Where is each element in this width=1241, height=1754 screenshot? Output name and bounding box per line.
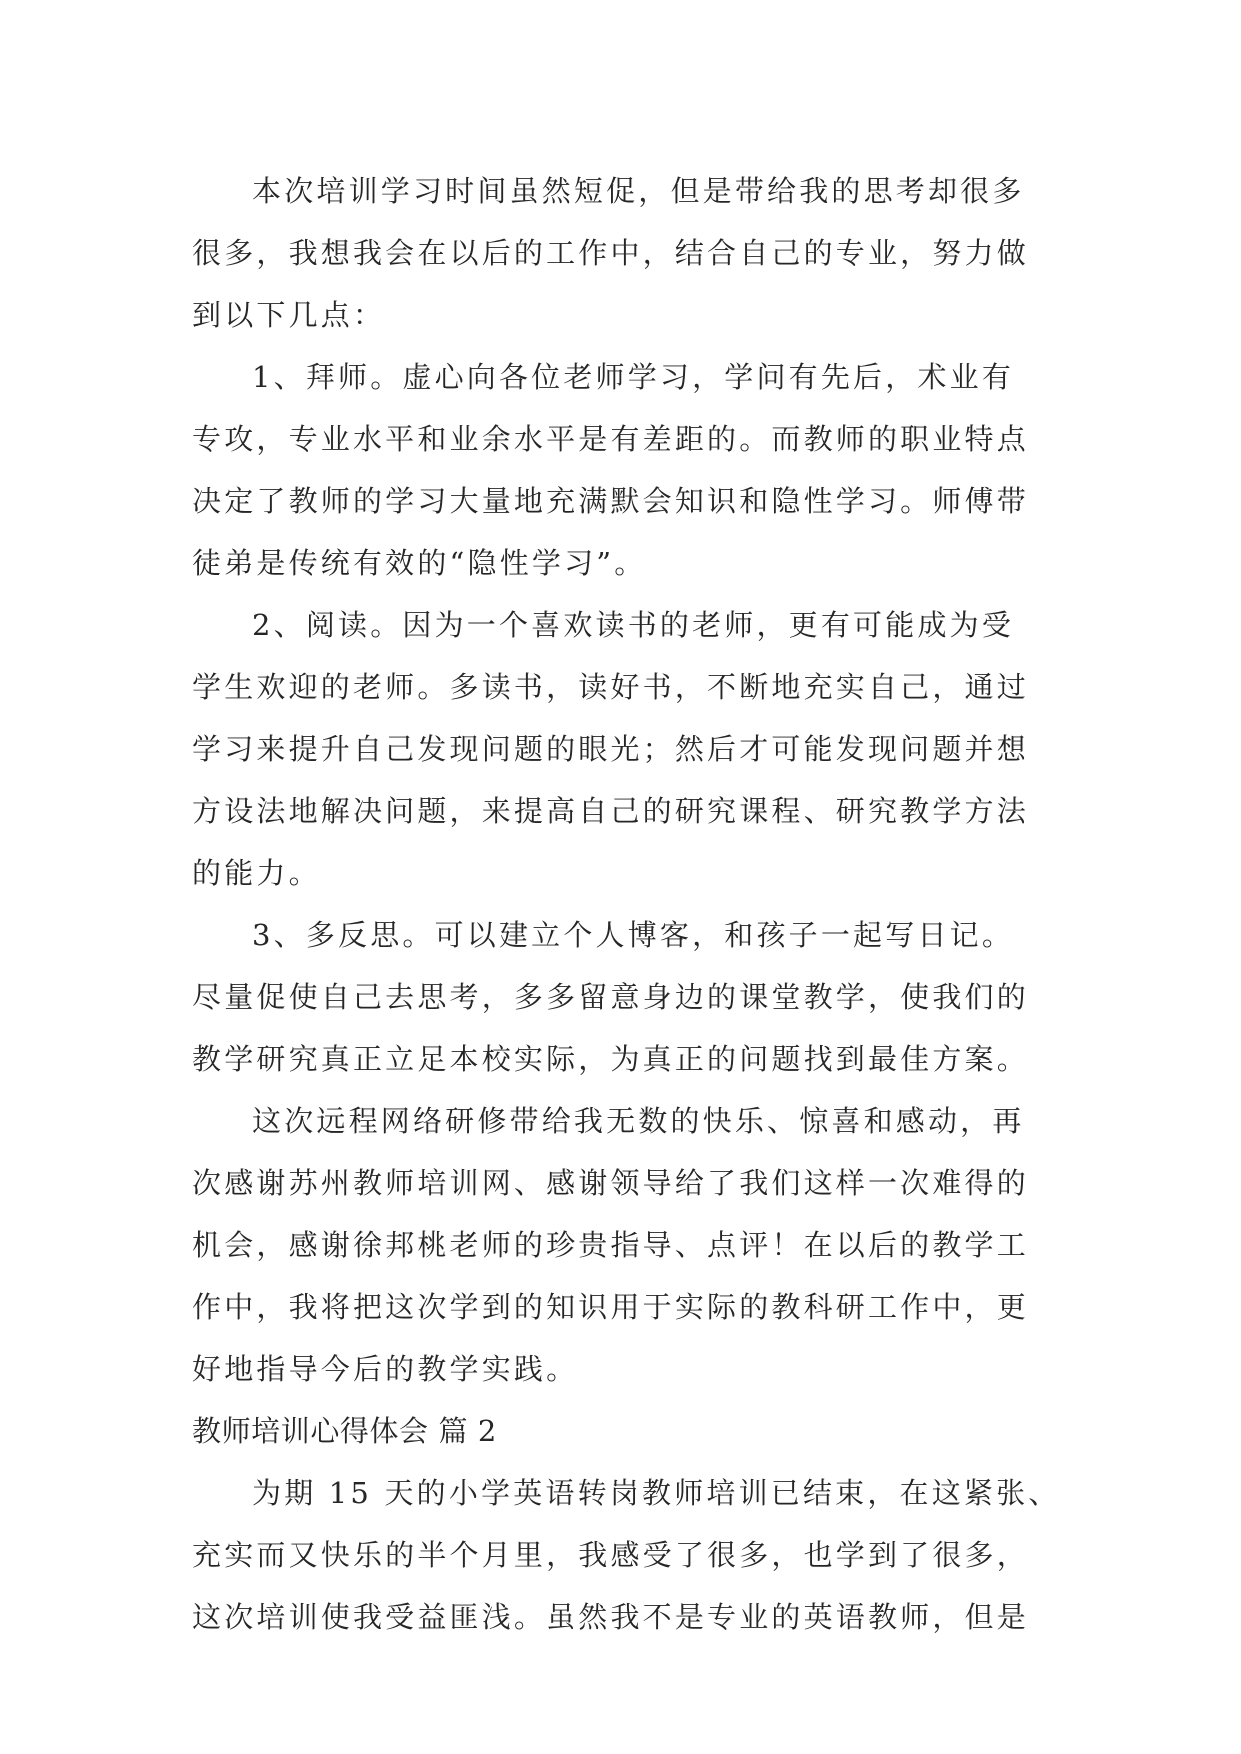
text-line: 很多，我想我会在以后的工作中，结合自己的专业，努力做: [192, 236, 1029, 270]
text-line: 这次培训使我受益匪浅。虽然我不是专业的英语教师，但是: [192, 1600, 1029, 1634]
text-line: 机会，感谢徐邦桃老师的珍贵指导、点评！在以后的教学工: [192, 1228, 1029, 1262]
text-line: 学生欢迎的老师。多读书，读好书，不断地充实自己，通过: [192, 670, 1029, 704]
text-line: 1、拜师。虚心向各位老师学习，学问有先后，术业有: [252, 360, 1015, 394]
text-line: 好地指导今后的教学实践。: [192, 1352, 579, 1386]
text-line: 尽量促使自己去思考，多多留意身边的课堂教学，使我们的: [192, 980, 1029, 1014]
text-line: 的能力。: [192, 856, 321, 890]
document-body: [192, 160, 1072, 1648]
text-line: 作中，我将把这次学到的知识用于实际的教科研工作中，更: [192, 1290, 1029, 1324]
text-line: 学习来提升自己发现问题的眼光；然后才可能发现问题并想: [192, 732, 1029, 766]
text-line: 3、多反思。可以建立个人博客，和孩子一起写日记。: [252, 918, 1015, 952]
text-line: 专攻，专业水平和业余水平是有差距的。而教师的职业特点: [192, 422, 1029, 456]
text-line: 为期 15 天的小学英语转岗教师培训已结束，在这紧张、: [252, 1476, 1061, 1510]
text-line: 决定了教师的学习大量地充满默会知识和隐性学习。师傅带: [192, 484, 1029, 518]
text-line: 充实而又快乐的半个月里，我感受了很多，也学到了很多，: [192, 1538, 1029, 1572]
text-line: 2、阅读。因为一个喜欢读书的老师，更有可能成为受: [252, 608, 1015, 642]
section-heading: 教师培训心得体会 篇 2: [192, 1414, 497, 1448]
text-line: 教学研究真正立足本校实际，为真正的问题找到最佳方案。: [192, 1042, 1029, 1076]
text-line: 徒弟是传统有效的“隐性学习”。: [192, 546, 647, 580]
text-line: 到以下几点：: [192, 298, 386, 332]
text-line: 方设法地解决问题，来提高自己的研究课程、研究教学方法: [192, 794, 1029, 828]
text-line: 次感谢苏州教师培训网、感谢领导给了我们这样一次难得的: [192, 1166, 1029, 1200]
text-line: 本次培训学习时间虽然短促，但是带给我的思考却很多: [252, 174, 1025, 208]
text-line: 这次远程网络研修带给我无数的快乐、惊喜和感动，再: [252, 1104, 1025, 1138]
